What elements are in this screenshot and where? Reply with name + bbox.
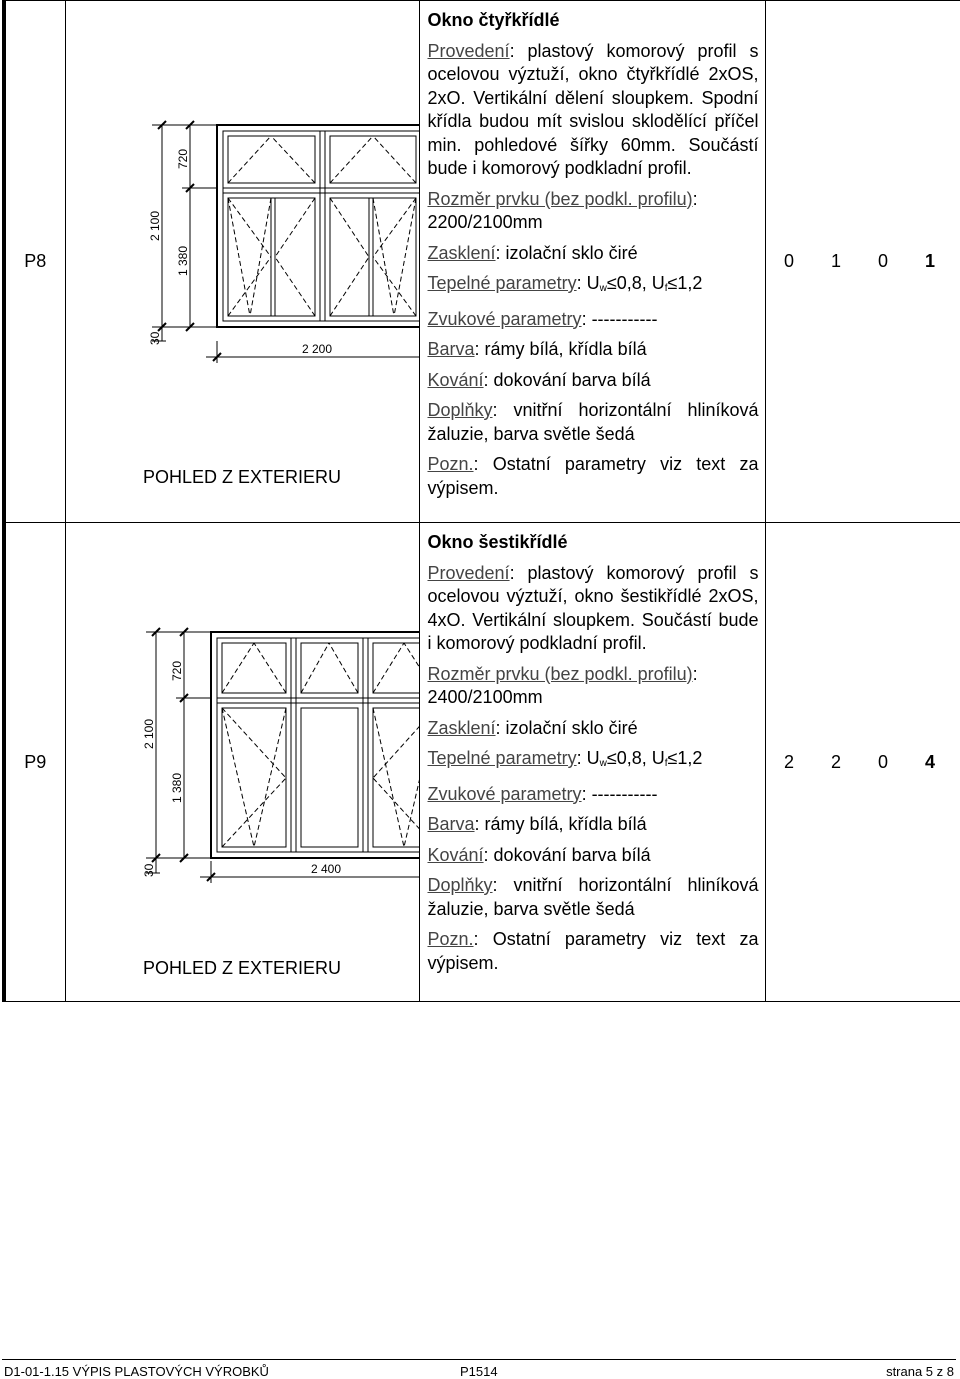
value-zaskleni: : izolační sklo čiré: [495, 717, 638, 738]
label-kovani: Kování: [427, 844, 484, 865]
value-tepelne-f: f: [664, 758, 668, 769]
value-rozmer: 2400/2100mm: [427, 687, 543, 707]
item-counts: [765, 1, 960, 523]
value-provedeni: : plastový komorový profil s ocelovou výztuží, okno šestikřídlé 2xOS, 4xO. Vertikální sloupkem. Součástí bude i komorový podkladní profil.: [427, 562, 759, 653]
label-rozmer: Rozměr prvku (bez podkl. profilu): [427, 663, 693, 684]
label-tepelne: Tepelné parametry: [427, 273, 577, 293]
label-zvukove: Zvukové parametry: [427, 783, 582, 804]
value-zaskleni: : izolační sklo čiré: [495, 242, 638, 263]
count-1: 0: [783, 251, 794, 271]
count-total: 4: [924, 751, 935, 772]
page-footer: [2, 1359, 956, 1379]
label-barva: Barva: [427, 339, 475, 359]
value-tepelne-u: : U: [576, 748, 600, 768]
value-tepelne-f: f: [664, 283, 668, 294]
label-pozn: Pozn.: [427, 929, 474, 949]
label-provedeni: Provedení: [427, 40, 510, 61]
value-rozmer: 2200/2100mm: [427, 212, 543, 232]
window-drawing-cell: [65, 1, 419, 523]
dim-top-height: 720: [169, 660, 184, 681]
label-zvukove: Zvukové parametry: [427, 308, 582, 329]
footer-project: P1514: [460, 1364, 498, 1379]
label-provedeni: Provedení: [427, 562, 510, 583]
label-barva: Barva: [427, 814, 475, 834]
item-title: Okno šestikřídlé: [427, 532, 568, 552]
value-kovani: : dokování barva bílá: [483, 844, 651, 865]
count-3: 0: [877, 751, 888, 772]
dim-total-height: 2 100: [141, 718, 156, 749]
window-schedule-table: [2, 0, 960, 1002]
dim-bottom-height: 1 380: [169, 772, 184, 803]
value-barva: : rámy bílá, křídla bílá: [474, 339, 647, 359]
value-pozn: : Ostatní parametry viz text za výpisem.: [427, 454, 759, 498]
label-zaskleni: Zasklení: [427, 242, 496, 263]
window-drawing: [66, 1, 419, 522]
value-zvukove: : -----------: [581, 308, 658, 329]
value-kovani: : dokování barva bílá: [483, 369, 651, 390]
value-pozn: : Ostatní parametry viz text za výpisem.: [427, 929, 759, 973]
label-tepelne: Tepelné parametry: [427, 748, 577, 768]
item-counts: [765, 523, 960, 1002]
value-tepelne-mid: ≤0,8, U: [606, 748, 665, 768]
footer-document: D1-01-1.15 VÝPIS PLASTOVÝCH VÝROBKŮ: [4, 1364, 269, 1379]
value-tepelne-mid: ≤0,8, U: [606, 273, 665, 293]
schedule-row-p9: [4, 523, 960, 1002]
value-zvukove: : -----------: [581, 783, 658, 804]
dim-width: 2 400: [310, 862, 341, 876]
dim-total-height: 2 100: [147, 210, 162, 241]
count-total: 1: [924, 251, 935, 271]
label-doplnky: Doplňky: [427, 400, 493, 420]
count-1: 2: [783, 751, 794, 772]
item-description: Okno čtyřkřídlé Provedení: plastový komorový profil s ocelovou výztuží, okno čtyřkřídlé 2xOS, 2xO. Vertikální dělení sloupkem. Spodní křídla budou mít svislou sklodělící příčel min. pohledové šířky 60mm. Součástí bude i komorový podkladní profil. Rozměr prvku (bez podkl. profilu): 2200/2100mm Zasklení: izolační sklo čiré Tepelné parametry: $U_w\le 0,8$, $U_f\le 1,2$ Zvukové parametry: ----------- Barva: rámy bílá, křídla bílá Kování: dokování barva bílá Doplňky: vnitřní horizontální hliníková žaluzie, barva světle šedá Pozn.: Ostatní parametry viz text za výpisem.: [419, 1, 765, 523]
dim-bottom-height: 1 380: [175, 245, 190, 276]
count-2: 2: [830, 751, 841, 772]
item-description: Okno šestikřídlé Provedení: plastový komorový profil s ocelovou výztuží, okno šestikřídlé 2xOS, 4xO. Vertikální sloupkem. Součástí bude i komorový podkladní profil. Rozměr prvku (bez podkl. profilu): 2400/2100mm Zasklení: izolační sklo čiré Tepelné parametry: $U_w\le 0,8$, $U_f\le 1,2$ Zvukové parametry: ----------- Barva: rámy bílá, křídla bílá Kování: dokování barva bílá Doplňky: vnitřní horizontální hliníková žaluzie, barva světle šedá Pozn.: Ostatní parametry viz text za výpisem.: [419, 523, 765, 1002]
dim-sill: 30: [141, 863, 156, 877]
dim-width: 2 200: [301, 342, 332, 356]
value-tepelne-end: ≤1,2: [667, 273, 703, 293]
view-caption: POHLED Z EXTERIERU: [142, 958, 342, 978]
count-2: 1: [830, 251, 841, 271]
value-barva: : rámy bílá, křídla bílá: [474, 814, 647, 834]
value-doplnky: : vnitřní horizontální hliníková žaluzie, barva světle šedá: [427, 875, 759, 919]
label-zaskleni: Zasklení: [427, 717, 496, 738]
label-kovani: Kování: [427, 369, 484, 390]
window-drawing-cell: [65, 523, 419, 1002]
count-3: 0: [877, 251, 888, 271]
schedule-row-p8: [4, 1, 960, 523]
value-tepelne-w: w: [599, 758, 607, 769]
label-rozmer: Rozměr prvku (bez podkl. profilu): [427, 188, 693, 209]
value-tepelne-w: w: [599, 283, 607, 294]
item-code: P9: [4, 523, 65, 1002]
view-caption: POHLED Z EXTERIERU: [142, 467, 342, 487]
dim-sill: 30: [147, 331, 162, 345]
footer-page-number: strana 5 z 8: [886, 1364, 954, 1379]
value-tepelne-u: : U: [576, 273, 600, 293]
item-code: P8: [4, 1, 65, 523]
dim-top-height: 720: [175, 148, 190, 169]
value-doplnky: : vnitřní horizontální hliníková žaluzie, barva světle šedá: [427, 400, 759, 444]
window-drawing: [66, 523, 419, 1001]
item-title: Okno čtyřkřídlé: [427, 10, 560, 30]
label-pozn: Pozn.: [427, 454, 474, 474]
value-tepelne-end: ≤1,2: [667, 748, 703, 768]
value-provedeni: : plastový komorový profil s ocelovou výztuží, okno čtyřkřídlé 2xOS, 2xO. Vertikální dělení sloupkem. Spodní křídla budou mít svislou sklodělící příčel min. pohledové šířky 60mm. Součástí bude i komorový podkladní profil.: [427, 40, 759, 178]
label-doplnky: Doplňky: [427, 875, 493, 895]
